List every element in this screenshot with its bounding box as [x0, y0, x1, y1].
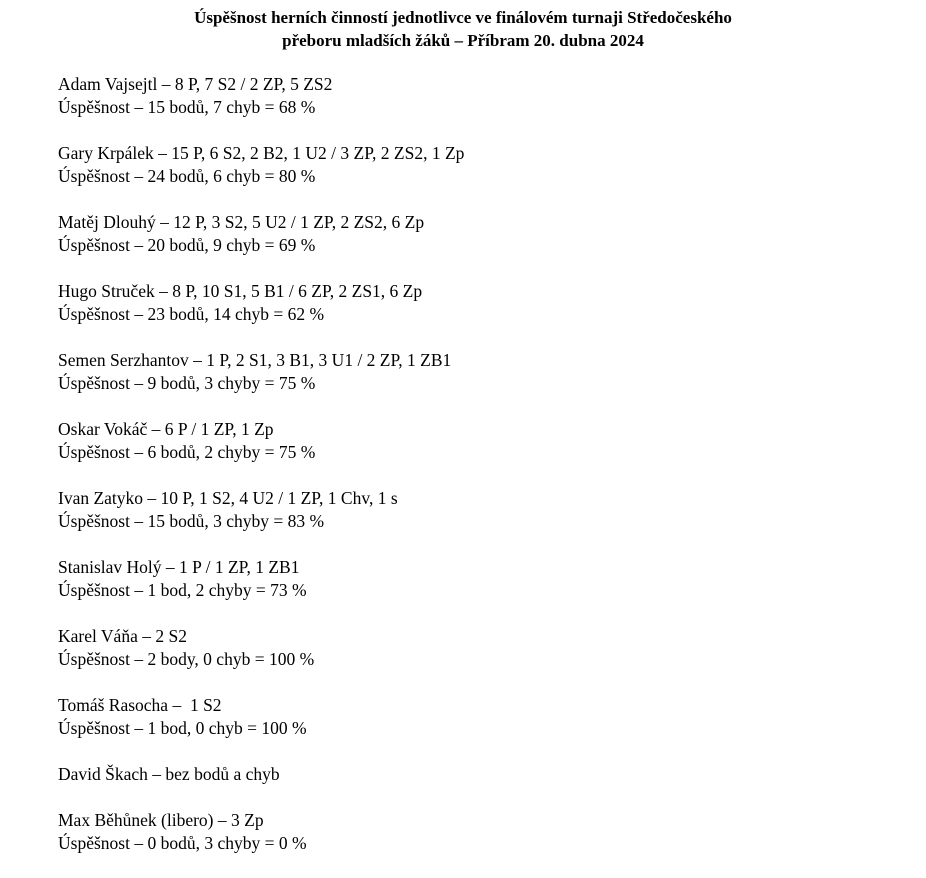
player-success: Úspěšnost – 6 bodů, 2 chyby = 75 % [58, 442, 316, 462]
player-list [58, 73, 918, 878]
player-entry [58, 418, 918, 487]
player-stats: Adam Vajsejtl – 8 P, 7 S2 / 2 ZP, 5 ZS2 [58, 74, 333, 94]
player-stats: Matěj Dlouhý – 12 P, 3 S2, 5 U2 / 1 ZP, 2 ZS2, 6 Zp [58, 212, 425, 232]
player-entry [58, 73, 918, 142]
document-title [0, 6, 926, 52]
player-stats: Stanislav Holý – 1 P / 1 ZP, 1 ZB1 [58, 557, 300, 577]
player-entry [58, 694, 918, 763]
player-success: Úspěšnost – 0 bodů, 3 chyby = 0 % [58, 833, 307, 853]
player-stats: Hugo Struček – 8 P, 10 S1, 5 B1 / 6 ZP, 2 ZS1, 6 Zp [58, 281, 423, 301]
player-stats: Tomáš Rasocha – 1 S2 [58, 695, 222, 715]
player-success: Úspěšnost – 2 body, 0 chyb = 100 % [58, 649, 315, 669]
player-stats: Karel Váňa – 2 S2 [58, 626, 187, 646]
player-success: Úspěšnost – 23 bodů, 14 chyb = 62 % [58, 304, 325, 324]
player-success: Úspěšnost – 15 bodů, 3 chyby = 83 % [58, 511, 325, 531]
player-stats: David Škach – bez bodů a chyb [58, 764, 280, 784]
player-entry [58, 280, 918, 349]
player-entry [58, 625, 918, 694]
player-entry [58, 763, 918, 809]
player-entry [58, 809, 918, 878]
player-stats: Gary Krpálek – 15 P, 6 S2, 2 B2, 1 U2 / 3 ZP, 2 ZS2, 1 Zp [58, 143, 465, 163]
player-entry [58, 487, 918, 556]
player-success: Úspěšnost – 1 bod, 0 chyb = 100 % [58, 718, 307, 738]
player-success: Úspěšnost – 20 bodů, 9 chyb = 69 % [58, 235, 316, 255]
player-entry [58, 211, 918, 280]
player-stats: Semen Serzhantov – 1 P, 2 S1, 3 B1, 3 U1 / 2 ZP, 1 ZB1 [58, 350, 452, 370]
title-line-2: přeboru mladších žáků – Příbram 20. dubna 2024 [282, 31, 644, 50]
title-line-1: Úspěšnost herních činností jednotlivce ve finálovém turnaji Středočeského [194, 8, 732, 27]
player-stats: Oskar Vokáč – 6 P / 1 ZP, 1 Zp [58, 419, 274, 439]
player-entry [58, 349, 918, 418]
player-success: Úspěšnost – 9 bodů, 3 chyby = 75 % [58, 373, 316, 393]
player-stats: Ivan Zatyko – 10 P, 1 S2, 4 U2 / 1 ZP, 1 Chv, 1 s [58, 488, 398, 508]
player-success: Úspěšnost – 15 bodů, 7 chyb = 68 % [58, 97, 316, 117]
player-success: Úspěšnost – 1 bod, 2 chyby = 73 % [58, 580, 307, 600]
player-entry [58, 556, 918, 625]
player-entry [58, 142, 918, 211]
player-stats: Max Běhůnek (libero) – 3 Zp [58, 810, 264, 830]
player-success: Úspěšnost – 24 bodů, 6 chyb = 80 % [58, 166, 316, 186]
